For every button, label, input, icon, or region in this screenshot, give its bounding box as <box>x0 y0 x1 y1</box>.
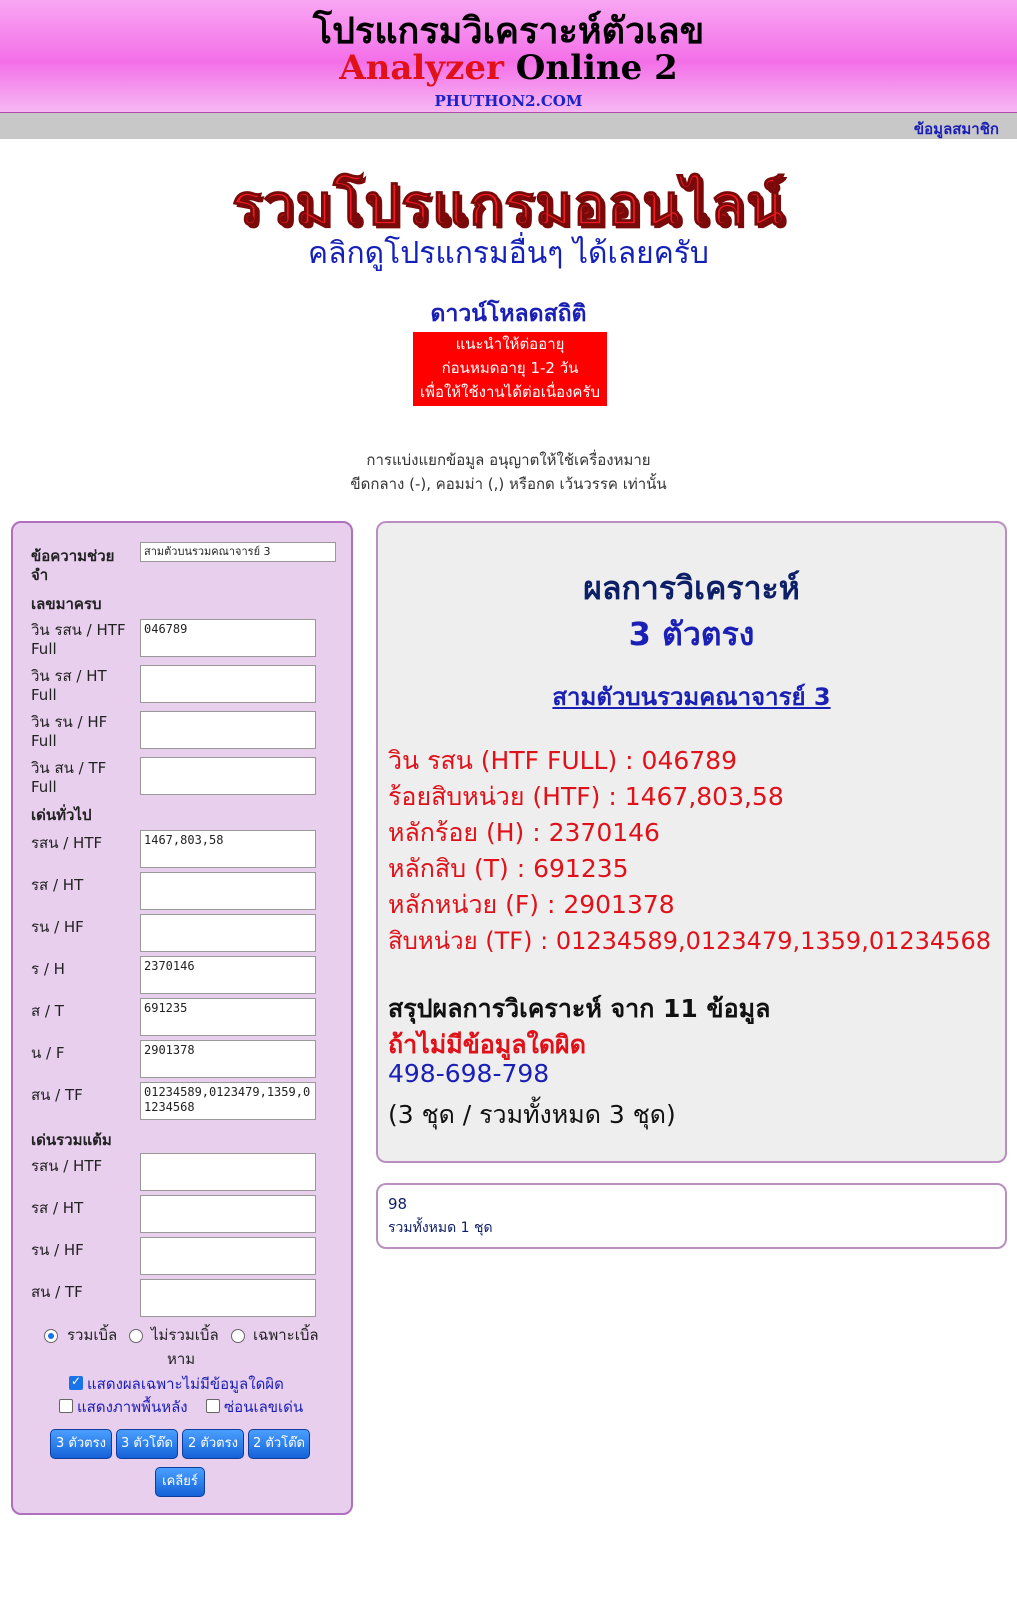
full-tf-label: วิน สน / TF Full <box>31 759 107 796</box>
member-info-link[interactable]: ข้อมูลสมาชิก <box>913 120 999 138</box>
radio-exclude-double[interactable] <box>129 1329 143 1343</box>
combined-tf-label: สน / TF <box>31 1283 83 1301</box>
btn-2-tod[interactable]: 2 ตัวโต๊ด <box>248 1429 310 1459</box>
separator-note-line: การแบ่งแยกข้อมูล อนุญาตให้ใช้เครื่องหมาย <box>366 451 651 469</box>
input-form-panel <box>11 521 353 1515</box>
result-line: หลักสิบ (T) : 691235 <box>388 854 629 883</box>
general-hf-label: รน / HF <box>31 918 84 936</box>
check-no-error[interactable] <box>69 1376 83 1390</box>
radio-include-double[interactable] <box>44 1329 58 1343</box>
full-hf-label: วิน รน / HF Full <box>31 713 108 750</box>
full-ht-input[interactable] <box>140 665 316 703</box>
general-t-input[interactable]: 691235 <box>140 998 316 1036</box>
renew-notice-line: ก่อนหมดอายุ 1-2 วัน <box>441 359 579 377</box>
online-programs-banner[interactable]: รวมโปรแกรมออนไลน์ <box>231 173 786 238</box>
section-combined-heading: เด่นรวมแต้ม <box>31 1131 112 1149</box>
check-hide-highlight-label: ซ่อนเลขเด่น <box>224 1398 304 1416</box>
btn-3-tod[interactable]: 3 ตัวโต๊ด <box>116 1429 178 1459</box>
secondary-value: 98 <box>388 1195 408 1213</box>
result-line: ร้อยสิบหน่วย (HTF) : 1467,803,58 <box>388 782 784 811</box>
radio-include-double-label: รวมเบิ้ล <box>67 1326 118 1344</box>
general-htf-input[interactable]: 1467,803,58 <box>140 830 316 868</box>
app-subtitle <box>0 48 1017 88</box>
radio-only-double[interactable] <box>231 1329 245 1343</box>
result-memo-name: สามตัวบนรวมคณาจารย์ 3 <box>552 683 831 711</box>
combined-hf-label: รน / HF <box>31 1241 84 1259</box>
result-summary: สรุปผลการวิเคราะห์ จาก 11 ข้อมูล <box>388 994 771 1023</box>
result-title: ผลการวิเคราะห์ <box>583 569 800 607</box>
result-line: หลักหน่วย (F) : 2901378 <box>388 890 675 919</box>
result-line: สิบหน่วย (TF) : 01234589,0123479,1359,01234568 <box>388 927 991 955</box>
renew-notice-line: แนะนำให้ต่ออายุ <box>455 335 565 353</box>
online-2-word: Online 2 <box>515 48 678 88</box>
renew-notice-line: เพื่อให้ใช้งานได้ต่อเนื่องครับ <box>419 383 601 401</box>
combined-htf-input[interactable] <box>140 1153 316 1191</box>
radio-exclude-double-label: ไม่รวมเบิ้ล <box>151 1326 219 1344</box>
check-show-background[interactable] <box>59 1399 73 1413</box>
general-ht-input[interactable] <box>140 872 316 910</box>
full-ht-label: วิน รส / HT Full <box>31 667 107 704</box>
site-domain: PHUTHON2.COM <box>434 92 583 110</box>
section-general-heading: เด่นทั่วไป <box>31 806 92 824</box>
radio-wrap-text: หาม <box>167 1350 196 1368</box>
btn-2-straight[interactable]: 2 ตัวตรง <box>182 1429 244 1459</box>
result-line: วิน รสน (HTF FULL) : 046789 <box>388 746 737 775</box>
general-htf-label: รสน / HTF <box>31 834 103 852</box>
general-ht-label: รส / HT <box>31 876 84 894</box>
memo-input[interactable]: สามตัวบนรวมคณาจารย์ 3 <box>140 542 336 562</box>
general-tf-input[interactable]: 01234589,0123479,1359,01234568 <box>140 1082 316 1120</box>
combined-htf-label: รสน / HTF <box>31 1157 103 1175</box>
download-stats-link[interactable]: ดาวน์โหลดสถิติ <box>430 301 587 327</box>
app-title: โปรแกรมวิเคราะห์ตัวเลข <box>312 10 705 52</box>
combined-hf-input[interactable] <box>140 1237 316 1275</box>
result-line: หลักร้อย (H) : 2370146 <box>388 818 660 847</box>
separator-note <box>0 448 1017 496</box>
section-full-heading: เลขมาครบ <box>31 595 102 613</box>
site-header <box>0 0 1017 113</box>
check-no-error-label: แสดงผลเฉพาะไม่มีข้อมูลใดผิด <box>87 1375 284 1393</box>
check-show-background-label: แสดงภาพพื้นหลัง <box>77 1398 188 1416</box>
btn-3-straight[interactable]: 3 ตัวตรง <box>50 1429 112 1459</box>
secondary-result-box <box>376 1183 1007 1249</box>
analysis-result-panel <box>376 521 1007 1163</box>
general-tf-label: สน / TF <box>31 1086 83 1104</box>
full-htf-label: วิน รสน / HTF Full <box>31 621 126 658</box>
memo-label: ข้อความช่วยจำ <box>31 547 115 584</box>
full-htf-input[interactable]: 046789 <box>140 619 316 657</box>
general-h-label: ร / H <box>31 960 65 978</box>
full-tf-input[interactable] <box>140 757 316 795</box>
result-numbers: 498-698-798 <box>388 1059 550 1088</box>
separator-note-line: ขีดกลาง (-), คอมม่า (,) หรือกด เว้นวรรค เท่านั้น <box>350 475 667 493</box>
general-t-label: ส / T <box>31 1002 64 1020</box>
result-count: (3 ชุด / รวมทั้งหมด 3 ชุด) <box>388 1100 676 1129</box>
renew-notice <box>413 332 607 406</box>
check-hide-highlight[interactable] <box>206 1399 220 1413</box>
general-hf-input[interactable] <box>140 914 316 952</box>
top-nav-bar <box>0 113 1017 139</box>
other-programs-link[interactable]: คลิกดูโปรแกรมอื่นๆ ได้เลยครับ <box>308 236 709 271</box>
clear-button[interactable]: เคลียร์ <box>155 1467 205 1497</box>
full-hf-input[interactable] <box>140 711 316 749</box>
general-f-input[interactable]: 2901378 <box>140 1040 316 1078</box>
radio-only-double-label: เฉพาะเบิ้ล <box>253 1326 319 1344</box>
general-f-label: น / F <box>31 1044 65 1062</box>
combined-ht-input[interactable] <box>140 1195 316 1233</box>
combined-ht-label: รส / HT <box>31 1199 84 1217</box>
secondary-total: รวมทั้งหมด 1 ชุด <box>388 1220 493 1236</box>
result-mode: 3 ตัวตรง <box>628 615 755 653</box>
result-warning: ถ้าไม่มีข้อมูลใดผิด <box>388 1030 586 1059</box>
combined-tf-input[interactable] <box>140 1279 316 1317</box>
analyzer-word: Analyzer <box>339 48 504 88</box>
general-h-input[interactable]: 2370146 <box>140 956 316 994</box>
